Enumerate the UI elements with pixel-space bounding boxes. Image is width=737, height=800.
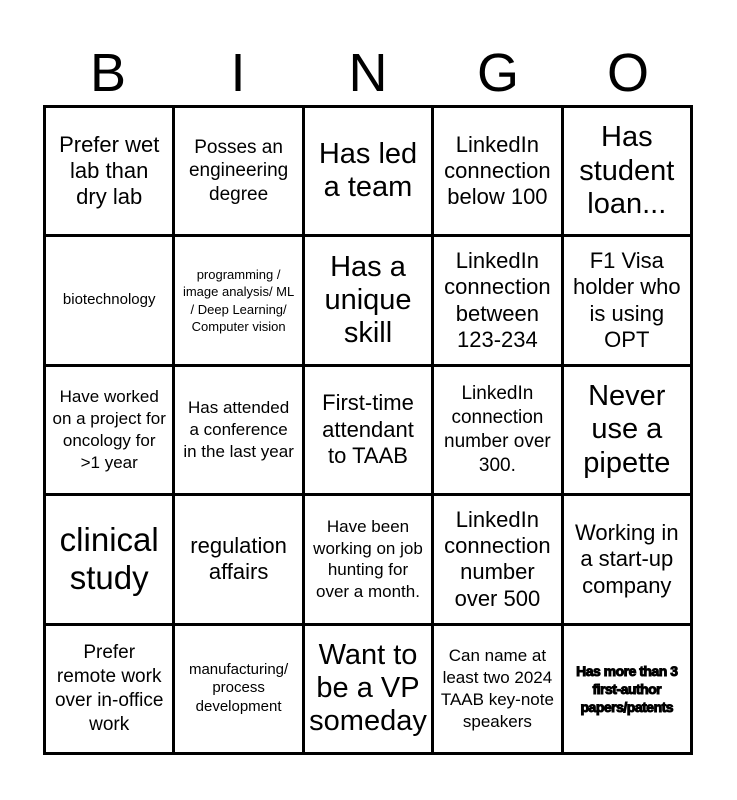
bingo-cell-r2c2[interactable]: programming / image analysis/ ML / Deep Learning/ Computer vision <box>175 237 301 363</box>
bingo-cell-r5c5[interactable]: Has more than 3 first-author papers/patents <box>564 626 690 752</box>
bingo-cell-r4c3[interactable]: Have been working on job hunting for over a month. <box>305 496 431 622</box>
header-letter-b: B <box>89 43 127 103</box>
bingo-cell-r2c5[interactable]: F1 Visa holder who is using OPT <box>564 237 690 363</box>
bingo-cell-r5c4[interactable]: Can name at least two 2024 TAAB key-note speakers <box>434 626 560 752</box>
bingo-cell-r2c1[interactable]: biotechnology <box>46 237 172 363</box>
bingo-cell-r2c3[interactable]: Has a unique skill <box>305 237 431 363</box>
header-letter-n: N <box>348 43 388 103</box>
bingo-cell-r4c5[interactable]: Working in a start-up company <box>564 496 690 622</box>
bingo-cell-r1c1[interactable]: Prefer wet lab than dry lab <box>46 108 172 234</box>
bingo-cell-r1c5[interactable]: Has student loan... <box>564 108 690 234</box>
bingo-cell-r4c2[interactable]: regulation affairs <box>175 496 301 622</box>
bingo-cell-r5c1[interactable]: Prefer remote work over in-office work <box>46 626 172 752</box>
bingo-cell-r5c2[interactable]: manufacturing/ process development <box>175 626 301 752</box>
bingo-cell-r4c1[interactable]: clinical study <box>46 496 172 622</box>
header-letter-g: G <box>476 43 519 103</box>
bingo-cell-r2c4[interactable]: LinkedIn connection between 123-234 <box>434 237 560 363</box>
bingo-cell-r3c2[interactable]: Has attended a conference in the last year <box>175 367 301 493</box>
bingo-header <box>43 38 693 108</box>
bingo-cell-r3c4[interactable]: LinkedIn connection number over 300. <box>434 367 560 493</box>
bingo-cell-r1c4[interactable]: LinkedIn connection below 100 <box>434 108 560 234</box>
header-letter-o: O <box>606 43 649 103</box>
bingo-board <box>43 105 693 755</box>
bingo-cell-r3c3[interactable]: First-time attendant to TAAB <box>305 367 431 493</box>
bingo-cell-r1c2[interactable]: Posses an engineering degree <box>175 108 301 234</box>
bingo-cell-r1c3[interactable]: Has led a team <box>305 108 431 234</box>
bingo-cell-r5c3[interactable]: Want to be a VP someday <box>305 626 431 752</box>
bingo-cell-r4c4[interactable]: LinkedIn connection number over 500 <box>434 496 560 622</box>
header-letter-i: I <box>230 43 246 103</box>
bingo-cell-r3c1[interactable]: Have worked on a project for oncology for >1 year <box>46 367 172 493</box>
bingo-cell-r3c5[interactable]: Never use a pipette <box>564 367 690 493</box>
